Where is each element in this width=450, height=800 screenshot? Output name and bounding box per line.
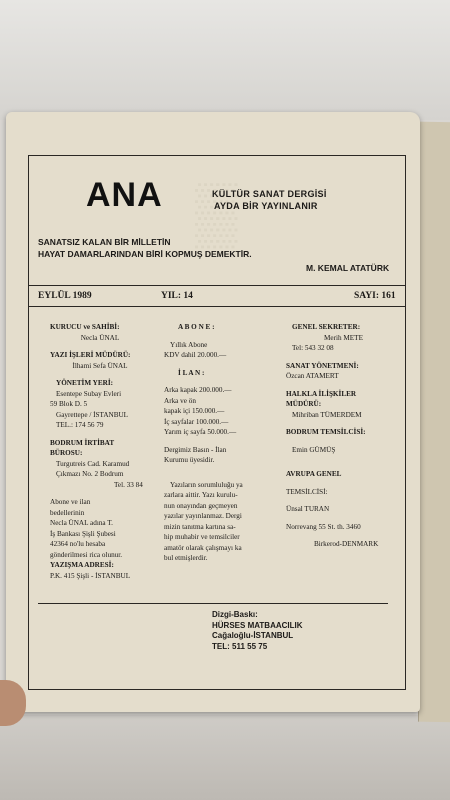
disclaimer-1: Yazıların sorumluluğu ya — [170, 480, 243, 489]
middle-column — [164, 322, 274, 564]
subscription-price: KDV dahil 20.000.— — [164, 351, 227, 359]
art-director-label: SANAT YÖNETMENİ: — [286, 361, 359, 370]
issue-year: YIL: 14 — [161, 291, 193, 301]
general-secretary-label: GENEL SEKRETER: — [292, 323, 361, 331]
table-surface — [0, 715, 450, 800]
adjacent-page-edge — [418, 122, 450, 723]
bodrum-office-label-2: BÜROSU: — [50, 449, 83, 457]
printer-city: Cağaloğlu-İSTANBUL — [212, 631, 294, 640]
office-label: YÖNETİM YERİ: — [56, 379, 114, 387]
editor-name: İlhami Sefa ÜNAL — [72, 361, 128, 370]
payment-note-2: bedellerinin — [50, 508, 85, 517]
europe-rep-address: Norrevang 55 St. th. 3460 — [286, 522, 361, 531]
tagline-1: KÜLTÜR SANAT DERGİSİ — [212, 189, 327, 199]
desk-background — [0, 0, 450, 120]
bodrum-rep-label: BODRUM TEMSİLCİSİ: — [286, 428, 366, 436]
art-director-name: Özcan ATAMERT — [286, 372, 339, 380]
editor-label: YAZI İŞLERİ MÜDÜRÜ: — [50, 351, 131, 359]
office-phone: TEL.: 174 56 79 — [56, 421, 104, 429]
office-address-3: Gayrettepe / İSTANBUL — [56, 410, 129, 419]
disclaimer-3: nun onayından geçmeyen — [164, 501, 238, 510]
divider-issue — [28, 306, 406, 307]
tagline-2: AYDA BİR YAYINLANIR — [214, 201, 318, 211]
quote-author: M. KEMAL ATATÜRK — [306, 263, 390, 273]
ad-rate-4: İç sayfalar 100.000.— — [164, 417, 229, 426]
disclaimer-6: hip muhabir ve temsilciler — [164, 533, 240, 541]
subscription-annual: Yıllık Abone — [170, 340, 208, 349]
subscription-heading: A B O N E : — [178, 323, 215, 331]
europe-rep-label: AVRUPA GENEL — [286, 470, 342, 478]
bodrum-office-label: BODRUM İRTİBAT — [50, 438, 115, 447]
disclaimer-4: yazılar yayınlanmaz. Dergi — [164, 512, 242, 520]
europe-rep-name: Ünsal TURAN — [286, 505, 330, 513]
ad-rate-1: Arka kapak 200.000.— — [164, 386, 232, 394]
printer-name: HÜRSES MATBAACILIK — [212, 620, 303, 630]
pr-manager-name: Mihriban TÜMERDEM — [292, 410, 362, 419]
payment-note-5: 42364 no'lu hesaba — [50, 540, 106, 548]
quote-line-2: HAYAT DAMARLARINDAN BİRİ KOPMUŞ DEMEKTİR. — [38, 249, 252, 259]
disclaimer-2: zarlara aittir. Yazı kurulu- — [164, 491, 238, 499]
disclaimer-5: mizin tanıtma kartına sa- — [164, 522, 236, 531]
ad-rate-3: kapak içi 150.000.— — [164, 407, 225, 415]
payment-note-3: Necla ÜNAL adına T. — [50, 519, 113, 527]
founder-name: Necla ÜNAL — [80, 333, 120, 342]
press-membership-1: Dergimiz Basın - İlan — [164, 445, 227, 454]
bodrum-rep-name: Emin GÜMÜŞ — [292, 445, 336, 454]
bodrum-phone: Tel. 33 84 — [114, 480, 143, 489]
quote-line-1: SANATSIZ KALAN BİR MİLLETİN — [38, 237, 171, 247]
general-secretary-phone: Tel: 543 32 08 — [292, 344, 334, 352]
divider-bottom — [38, 603, 388, 604]
magazine-logo: ANA — [86, 176, 163, 214]
mail-address-label: YAZIŞMA ADRESİ: — [50, 561, 114, 569]
office-address-1: Esentepe Subay Evleri — [56, 389, 122, 398]
founder-label: KURUCU ve SAHİBİ: — [50, 323, 120, 331]
printer-label: Dizgi-Baskı: — [212, 610, 258, 619]
left-column — [50, 322, 150, 581]
pr-manager-label: HALKLA İLİŞKİLER — [286, 389, 357, 398]
office-address-2: 59 Blok D. 5 — [50, 400, 88, 408]
issue-date: EYLÜL 1989 — [38, 291, 92, 301]
press-membership-2: Kurumu üyesidir. — [164, 456, 215, 464]
payment-note-6: gönderilmesi rica olunur. — [50, 550, 123, 559]
right-column — [286, 322, 401, 550]
pr-manager-label-2: MÜDÜRÜ: — [286, 400, 322, 408]
show-through-watermark: ▒ — [195, 179, 238, 246]
europe-rep-label-2: TEMSİLCİSİ: — [286, 487, 328, 496]
disclaimer-7: amatör olarak çalışmayı ka — [164, 543, 242, 552]
general-secretary-name: Merih METE — [324, 333, 363, 342]
printer-imprint — [212, 610, 303, 652]
printer-phone: TEL: 511 55 75 — [212, 641, 268, 651]
payment-note-4: İş Bankası Şişli Şubesi — [50, 529, 116, 538]
bodrum-address-1: Turgutreis Cad. Karamud — [56, 459, 130, 468]
issue-number: SAYI: 161 — [354, 291, 396, 301]
ad-rate-5: Yarım iç sayfa 50.000.— — [164, 428, 237, 436]
europe-rep-city: Birkerod-DENMARK — [314, 540, 379, 548]
disclaimer-8: bul etmişlerdir. — [164, 554, 208, 562]
payment-note-1: Abone ve ilan — [50, 498, 91, 506]
mail-address: P.K. 415 Şişli - İSTANBUL — [50, 571, 131, 580]
bodrum-address-2: Çıkmazı No. 2 Bodrum — [56, 470, 124, 478]
divider-top — [28, 285, 406, 286]
ad-rate-2: Arka ve ön — [164, 396, 196, 405]
ads-heading: İ L A N : — [178, 368, 205, 377]
